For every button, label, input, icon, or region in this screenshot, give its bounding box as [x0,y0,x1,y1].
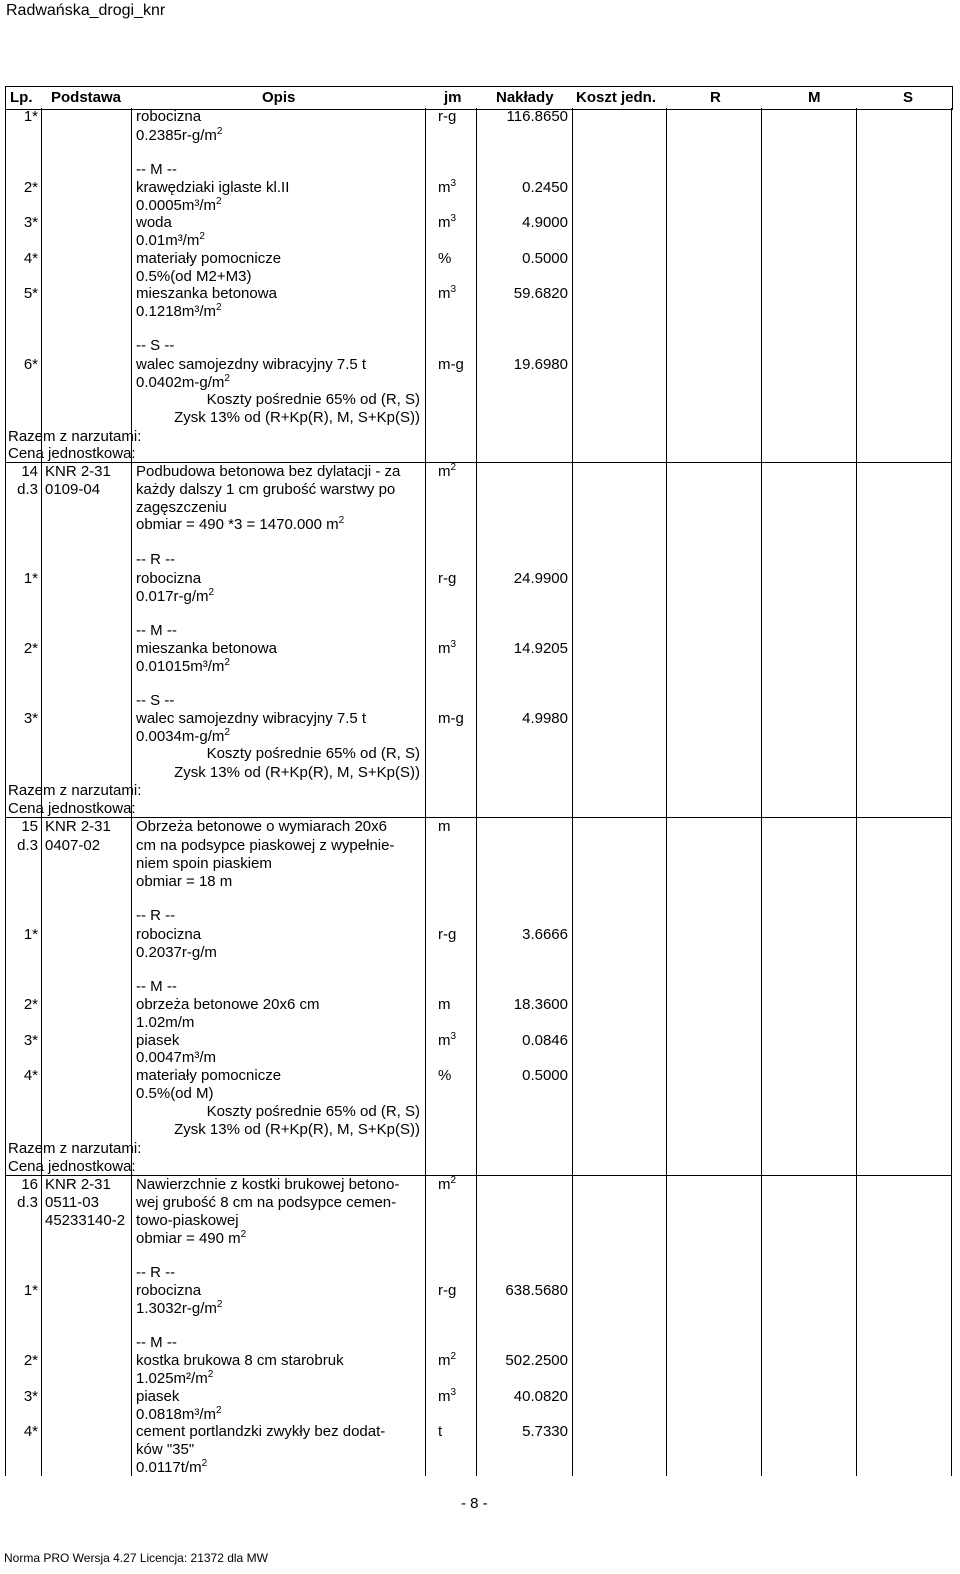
row-opis [136,837,394,855]
row-opis [136,1423,385,1441]
row-opis-text: obrzeża betonowe 20x6 cm [136,996,320,1013]
overhead-line: Koszty pośrednie 65% od (R, S) [206,745,420,762]
row-opis [136,303,222,321]
row-opis [136,658,230,676]
row-opis [136,1352,344,1370]
row-jm-text: m [438,996,451,1013]
row-lp: 16 [21,1176,38,1193]
row-opis [136,1230,246,1248]
row-lp: 1* [23,108,38,125]
overhead-line: Koszty pośrednie 65% od (R, S) [206,391,420,408]
row-jm-text: % [438,250,452,267]
row-opis-sup: 2 [208,587,215,598]
column-rule [425,108,426,1476]
overhead-line: Zysk 13% od (R+Kp(R), M, S+Kp(S)) [174,764,420,781]
column-rule [951,108,952,1476]
row-opis [136,1441,194,1459]
row-jm-text: m [438,1032,451,1049]
row-opis-text: -- R -- [136,551,176,568]
row-opis-text: 0.1218m³/m [136,303,217,320]
page-number: - 8 - [461,1495,488,1512]
overhead-line: Zysk 13% od (R+Kp(R), M, S+Kp(S)) [174,409,420,426]
row-opis-text: 0.01m³/m [136,232,200,249]
row-podstawa: 0407-02 [45,837,101,854]
row-opis-text: każdy dalszy 1 cm grubość warstwy po [136,481,396,498]
overhead-line: Koszty pośrednie 65% od (R, S) [206,1103,420,1120]
header-lp: Lp. [10,89,33,106]
header-opis: Opis [262,89,296,106]
row-opis-sup: 2 [216,1405,222,1416]
row-podstawa: 45233140-2 [45,1212,126,1229]
row-opis-text: -- S -- [136,337,175,354]
row-jm-text: m [438,1176,451,1193]
row-lp: 1* [23,1282,38,1299]
row-opis [136,1176,399,1194]
row-opis-text: krawędziaki iglaste kl.II [136,179,290,196]
row-jm-sup: 2 [450,1351,457,1362]
row-opis-text: 0.2037r-g/m [136,944,217,961]
row-opis [136,1067,281,1085]
row-opis-sup: 2 [216,1299,223,1310]
row-naklady: 0.5000 [522,1067,568,1084]
row-lp: 5* [23,285,38,302]
row-opis-text: niem spoin piaskiem [136,855,272,872]
table-header [5,86,953,110]
row-opis-text: walec samojezdny wibracyjny 7.5 t [136,356,367,373]
row-jm [438,996,451,1014]
header-m: M [808,89,821,106]
row-lp: d.3 [17,1194,38,1211]
row-jm [438,214,456,232]
summary-label: Razem z narzutami: [8,782,142,799]
row-opis-text: 0.5%(od M2+M3) [136,268,252,285]
row-naklady: 4.9000 [522,214,568,231]
row-opis [136,978,177,996]
row-jm-text: m-g [438,356,464,373]
row-jm [438,818,451,836]
row-opis-text: 0.0034m-g/m [136,728,225,745]
row-opis-sup: 2 [240,1229,247,1240]
row-jm-text: t [438,1423,443,1440]
row-opis [136,1282,201,1300]
row-lp: 4* [23,1423,38,1440]
row-podstawa: KNR 2-31 [45,1176,111,1193]
row-naklady: 24.9900 [513,570,568,587]
row-opis [136,161,177,179]
header-podstawa: Podstawa [51,89,122,106]
row-opis-sup: 2 [201,1458,208,1469]
row-opis-sup: 2 [199,231,205,242]
row-jm-text: r-g [438,926,457,943]
row-opis [136,1014,194,1032]
row-naklady: 40.0820 [513,1388,568,1405]
row-lp: 14 [21,463,38,480]
row-lp: d.3 [17,837,38,854]
row-jm-text: m [438,463,451,480]
row-opis-text: materiały pomocnicze [136,250,282,267]
header-jm: jm [444,89,462,106]
row-opis [136,551,175,569]
row-opis [136,855,272,873]
row-opis [136,250,281,268]
row-lp: 15 [21,818,38,835]
row-opis [136,944,217,962]
row-opis [136,108,201,126]
row-lp: 3* [23,1388,38,1405]
row-opis-text: -- M -- [136,622,177,639]
row-jm [438,250,451,268]
row-opis-sup: 2 [216,126,223,137]
row-jm-text: m [438,214,451,231]
row-naklady: 116.8650 [506,108,568,125]
row-jm-text: m-g [438,710,464,727]
row-opis-text: robocizna [136,926,202,943]
row-opis [136,926,201,944]
row-jm-text: m [438,179,451,196]
row-opis-text: piasek [136,1032,180,1049]
row-opis-text: towo-piaskowej [136,1212,239,1229]
row-opis-text: 1.02m/m [136,1014,195,1031]
summary-label: Razem z narzutami: [8,1140,142,1157]
row-opis-sup: 2 [224,657,230,668]
row-opis-text: 0.01015m³/m [136,658,225,675]
header-koszt-jedn: Koszt jedn. [576,89,657,106]
header-r: R [710,89,721,106]
row-opis [136,570,201,588]
summary-label: Razem z narzutami: [8,428,142,445]
row-opis [136,1459,207,1477]
row-opis-text: mieszanka betonowa [136,285,277,302]
row-naklady: 0.0846 [522,1032,568,1049]
column-rule [476,108,477,1476]
row-opis-sup: 2 [216,196,222,207]
row-opis [136,127,222,145]
column-rule [856,108,857,1476]
row-jm [438,1423,442,1441]
column-rule [666,108,667,1476]
row-jm [438,179,456,197]
row-jm-text: r-g [438,570,457,587]
overhead-line: Zysk 13% od (R+Kp(R), M, S+Kp(S)) [174,1121,420,1138]
row-jm [438,1282,456,1300]
row-jm-sup: 3 [450,1387,457,1398]
row-jm [438,1067,451,1085]
row-naklady: 4.9980 [522,710,568,727]
row-opis [136,1300,222,1318]
row-opis [136,232,205,250]
row-opis-text: ków "35" [136,1441,195,1458]
row-opis [136,214,172,232]
row-jm-sup: 3 [450,213,457,224]
row-opis [136,285,277,303]
row-opis-text: wej grubość 8 cm na podsypce cemen- [136,1194,397,1211]
row-opis-text: kostka brukowa 8 cm starobruk [136,1352,344,1369]
row-lp: 4* [23,250,38,267]
row-opis-text: cm na podsypce piaskowej z wypełnie- [136,837,395,854]
row-opis [136,337,174,355]
column-rule [5,108,6,1476]
row-jm-sup: 3 [450,1031,457,1042]
row-jm-text: r-g [438,108,457,125]
row-naklady: 59.6820 [513,285,568,302]
row-jm [438,1388,456,1406]
row-jm [438,463,456,481]
row-naklady: 0.2450 [522,179,568,196]
row-opis [136,268,251,286]
row-opis [136,481,395,499]
row-jm-text: m [438,640,451,657]
row-jm-text: m [438,818,451,835]
row-opis [136,1388,179,1406]
row-jm-text: r-g [438,1282,457,1299]
row-opis-text: 0.0047m³/m [136,1049,217,1066]
row-podstawa: 0511-03 [45,1194,99,1211]
row-lp: 2* [23,1352,38,1369]
row-opis [136,692,174,710]
row-podstawa: KNR 2-31 [45,818,111,835]
row-jm-sup: 3 [450,639,457,650]
row-lp: 1* [23,570,38,587]
row-jm-text: % [438,1067,452,1084]
row-naklady: 502.2500 [505,1352,568,1369]
row-opis [136,1194,396,1212]
row-opis-text: robocizna [136,570,202,587]
row-opis-text: 0.5%(od M) [136,1085,214,1102]
document-title: Radwańska_drogi_knr [6,2,166,19]
row-jm [438,710,464,728]
row-podstawa: KNR 2-31 [45,463,111,480]
row-opis [136,1334,177,1352]
row-jm [438,926,456,944]
row-opis-text: zagęszczeniu [136,499,227,516]
header-s: S [903,89,914,106]
row-naklady: 19.6980 [513,356,568,373]
row-opis-text: 0.0818m³/m [136,1406,217,1423]
row-opis-text: -- R -- [136,907,176,924]
summary-label: Cena jednostkowa: [8,1158,136,1175]
row-opis [136,1085,214,1103]
row-naklady: 5.7330 [522,1423,568,1440]
row-opis-text: obmiar = 490 m [136,1230,241,1247]
row-jm-sup: 2 [450,1175,457,1186]
row-opis [136,996,319,1014]
column-rule [572,108,573,1476]
summary-label: Cena jednostkowa: [8,445,136,462]
row-opis [136,640,277,658]
row-opis [136,1406,222,1424]
row-opis-sup: 2 [216,302,222,313]
row-opis [136,818,387,836]
row-jm-sup: 2 [450,462,457,473]
footer-text: Norma PRO Wersja 4.27 Licencja: 21372 dla MW [4,1551,268,1565]
row-opis-sup: 2 [224,373,230,384]
row-opis-text: robocizna [136,108,202,125]
row-opis [136,1264,175,1282]
row-opis [136,622,177,640]
row-naklady: 3.6666 [522,926,568,943]
row-opis-text: -- R -- [136,1264,176,1281]
row-podstawa: 0109-04 [45,481,101,498]
row-opis-text: Podbudowa betonowa bez dylatacji - za [136,463,401,480]
row-opis [136,873,232,891]
row-opis-text: Obrzeża betonowe o wymiarach 20x6 [136,818,387,835]
row-opis [136,356,366,374]
row-lp: 1* [23,926,38,943]
row-opis [136,179,289,197]
row-lp: d.3 [17,481,38,498]
row-jm [438,570,456,588]
row-opis [136,1212,239,1230]
row-lp: 4* [23,1067,38,1084]
row-opis [136,1370,213,1388]
row-opis-text: obmiar = 18 m [136,873,233,890]
row-opis-text: 0.017r-g/m [136,588,209,605]
row-opis [136,499,227,517]
row-opis [136,728,230,746]
row-jm [438,285,456,303]
row-opis-text: 0.0117t/m [136,1459,202,1476]
row-opis-text: woda [136,214,172,231]
row-opis [136,463,400,481]
column-rule [761,108,762,1476]
row-opis-text: piasek [136,1388,180,1405]
row-lp: 2* [23,640,38,657]
row-opis [136,516,344,534]
row-naklady: 0.5000 [522,250,568,267]
row-jm [438,356,464,374]
row-naklady: 14.9205 [513,640,568,657]
row-opis-text: 0.0402m-g/m [136,374,225,391]
row-opis [136,907,175,925]
row-jm [438,108,456,126]
row-opis-text: cement portlandzki zwykły bez dodat- [136,1423,386,1440]
row-lp: 3* [23,214,38,231]
row-opis [136,197,222,215]
row-jm-text: m [438,1352,451,1369]
row-opis-text: -- M -- [136,978,177,995]
row-lp: 3* [23,710,38,727]
row-lp: 6* [23,356,38,373]
row-opis-text: -- M -- [136,1334,177,1351]
row-opis-text: materiały pomocnicze [136,1067,282,1084]
row-opis-text: 1.3032r-g/m [136,1300,217,1317]
row-opis-text: robocizna [136,1282,202,1299]
row-opis-text: Nawierzchnie z kostki brukowej betono- [136,1176,400,1193]
row-opis [136,374,230,392]
row-opis-text: -- S -- [136,692,175,709]
row-opis [136,710,366,728]
summary-label: Cena jednostkowa: [8,800,136,817]
row-opis [136,1032,179,1050]
row-naklady: 18.3600 [513,996,568,1013]
row-lp: 3* [23,1032,38,1049]
row-opis-text: mieszanka betonowa [136,640,277,657]
row-naklady: 638.5680 [505,1282,568,1299]
row-opis-text: walec samojezdny wibracyjny 7.5 t [136,710,367,727]
header-naklady: Nakłady [496,89,554,106]
row-jm-text: m [438,285,451,302]
row-opis-sup: 2 [224,727,230,738]
row-opis [136,588,214,606]
row-opis-text: 1.025m²/m [136,1370,208,1387]
row-opis [136,1049,216,1067]
row-jm [438,1176,456,1194]
row-lp: 2* [23,996,38,1013]
row-opis-text: 0.2385r-g/m [136,127,217,144]
row-opis-text: 0.0005m³/m [136,197,217,214]
row-opis-sup: 2 [207,1369,214,1380]
row-jm-sup: 3 [450,284,457,295]
row-jm [438,1352,456,1370]
row-jm [438,1032,456,1050]
row-jm [438,640,456,658]
row-opis-text: obmiar = 490 *3 = 1470.000 m [136,516,339,533]
row-opis-sup: 2 [338,515,345,526]
row-lp: 2* [23,179,38,196]
row-jm-sup: 3 [450,178,457,189]
row-opis-text: -- M -- [136,161,177,178]
row-jm-text: m [438,1388,451,1405]
